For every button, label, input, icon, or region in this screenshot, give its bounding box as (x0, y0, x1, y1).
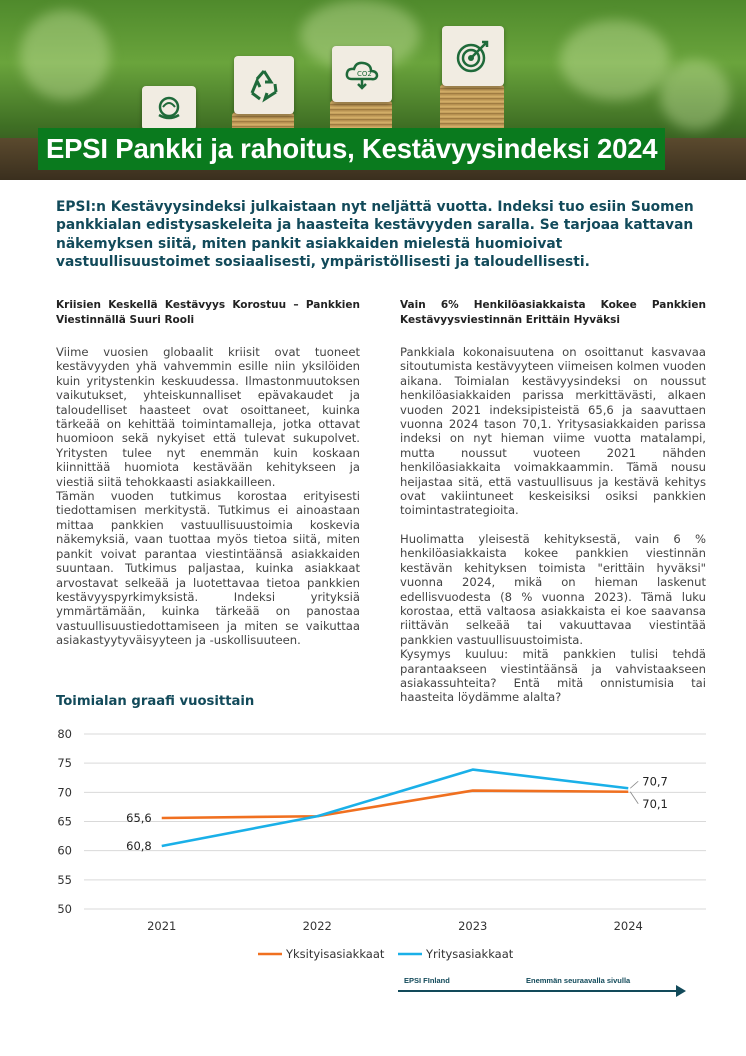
right-paragraph: Kysymys kuuluu: mitä pankkien tulisi tehdä parantaakseen viestintäänsä ja vahvistaakseen asiakassuhteita? Entä mitä onnistumisia tai haasteita löydämme alalta? (400, 647, 706, 705)
y-tick-label: 80 (57, 727, 72, 741)
x-tick-label: 2022 (302, 919, 332, 933)
bokeh-light (560, 20, 670, 100)
data-label-leader (630, 792, 638, 804)
chart-canvas (0, 720, 746, 970)
svg-text:CO2: CO2 (357, 70, 372, 78)
intro-text: EPSI:n Kestävyysindeksi julkaistaan nyt neljättä vuotta. Indeksi tuo esiin Suomen pankkialan edistysaskeleita ja haasteita kestävyyden saralla. Se tarjoaa kattavan näkemyksen siitä, miten pankit asiakkaiden mielestä huomioivat vastuullisuustoimet sosiaalisesti, ympäristöllisesti ja taloudellisesti. (56, 199, 694, 270)
page-title: EPSI Pankki ja rahoitus, Kestävyysindeksi 2024 (46, 133, 658, 164)
bokeh-light (660, 60, 730, 130)
globe-in-hand-icon (142, 86, 196, 130)
right-paragraph: Huolimatta yleisestä kehityksestä, vain 6 % henkilöasiakkaista kokee pankkien viestinnän kestävän kehityksen toimista "erittäin hyväksi" vuonna 2024, mikä on hieman laskenut edellisvuodesta (8 % vuonna 2023). Tämä luku korostaa, että valtaosa asiakkaista ei koe saavansa riittävän selkeää tai vakuuttavaa viestintää pankkien vastuullisuustoimista. (400, 531, 706, 647)
y-tick-label: 70 (57, 785, 72, 800)
legend-entry: Yksityisasiakkaat (286, 947, 385, 961)
chart-title: Toimialan graafi vuosittain (56, 694, 255, 709)
legend-entry: Yritysasiakkaat (426, 947, 514, 961)
recycle-icon (234, 56, 294, 114)
left-paragraph: Tämän vuoden tutkimus korostaa erityisesti tiedottamisen merkitystä. Tutkimus ei ainoastaan mittaa pankkien vastuullisuustoimia koskevia näkemyksiä, vaan tuottaa myös tietoa siitä, miten pankit voivat parantaa viestintäänsä asiakkaiden suuntaan. Tutkimus paljastaa, kuinka asiakkaat arvostavat selkeää ja luotettavaa tietoa pankkien kestävyyspyrkimyksistä. Indeksi yrityksiä ymmärtämään, kuinka tärkeää on panostaa vastuullisuustiedottamiseen ja miten se vaikuttaa asiakastyytyväisyyteen ja -uskollisuuteen. (56, 489, 360, 648)
right-column-body (400, 345, 706, 705)
bokeh-light (20, 10, 110, 100)
data-label: 65,6 (126, 811, 152, 825)
footer-brand: EPSI FInland (404, 976, 450, 985)
title-bar (38, 128, 665, 170)
y-tick-label: 50 (57, 902, 72, 916)
data-label: 60,8 (126, 839, 152, 853)
x-tick-label: 2024 (613, 919, 643, 933)
co2-cloud-icon (332, 46, 392, 102)
hero-banner (0, 0, 746, 180)
x-tick-label: 2023 (458, 919, 488, 933)
left-column-body (56, 345, 360, 648)
target-icon (442, 26, 504, 86)
x-tick-label: 2021 (147, 919, 177, 933)
series-line-1 (162, 791, 629, 818)
right-column-heading: Vain 6% Henkilöasiakkaista Kokee Pankkien Kestävyysviestinnän Erittäin Hyväksi (400, 299, 706, 326)
line-chart (0, 720, 746, 970)
y-tick-label: 75 (57, 756, 72, 771)
y-tick-label: 55 (57, 872, 72, 887)
series-line-2 (162, 770, 629, 846)
data-label: 70,1 (642, 796, 668, 811)
data-label-leader (630, 781, 638, 788)
footer-next-page-text: Enemmän seuraavalla sivulla (526, 976, 631, 985)
left-paragraph: Viime vuosien globaalit kriisit ovat tuoneet kestävyyden yhä vahvemmin esille niin yksilöiden kuin yritystenkin keskuudessa. Ilmastonmuutoksen vaikutukset, yhteiskunnalliset epävakaudet ja taloudelliset haasteet ovat osoittaneet, kuinka tärkeää on kehittää toimintamalleja, jotka ottavat huomioon sekä nykyiset että tulevat sukupolvet. Yritysten tulee nyt enemmän kuin koskaan kiinnittää huomiota kestävään kehitykseen ja viestiä siitä tehokkaasti asiakkailleen. (56, 345, 360, 489)
left-column-heading: Kriisien Keskellä Kestävyys Korostuu – Pankkien Viestinnällä Suuri Rooli (56, 299, 360, 326)
y-tick-label: 60 (57, 843, 72, 858)
right-paragraph: Pankkiala kokonaisuutena on osoittanut kasvavaa sitoutumista kestävyyteen viimeisen kolmen vuoden aikana. Toimialan kestävyysindeksi on noussut henkilöasiakkaiden parissa merkittävästi, alkaen vuoden 2021 indeksipisteistä 65,6 ja saavuttaen vuonna 2024 tason 70,1. Yritysasiakkaiden parissa indeksi on nyt hieman viime vuotta matalampi, mutta noussut vuoteen 2021 nähden henkilöasiakkaita voimakkaammin. Tämä nousu heijastaa sitä, että vastuullisuus ja kestävä kehitys ovat vakiintuneet keskeisiksi osiksi pankkien toimintastrategioita. (400, 345, 706, 518)
arrow-right-icon (398, 984, 688, 998)
data-label: 70,7 (642, 774, 668, 789)
y-tick-label: 65 (57, 814, 72, 829)
